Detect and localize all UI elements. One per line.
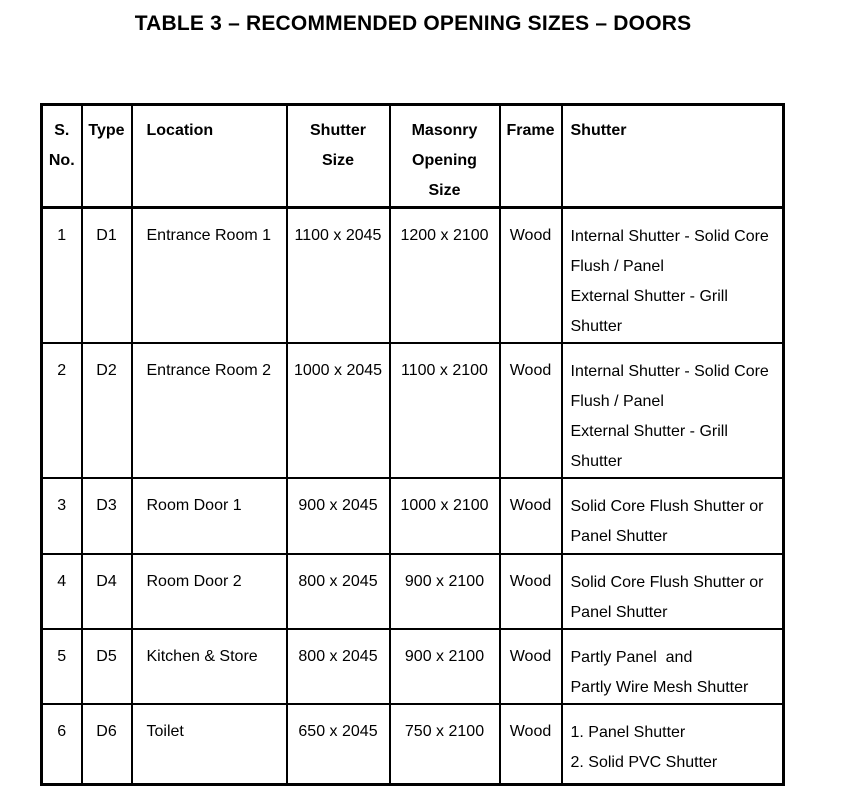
cell-frame: Wood [500,554,562,629]
cell-location: Entrance Room 2 [132,343,287,478]
cell-sno: 5 [42,629,82,704]
cell-shutter [562,478,784,554]
header-masonry-line: Size [428,182,461,199]
cell-shutter [562,343,784,478]
cell-shutter-size: 650 x 2045 [287,704,390,784]
cell-location: Kitchen & Store [132,629,287,704]
cell-masonry: 750 x 2100 [390,704,500,784]
header-frame: Frame [500,105,562,208]
cell-shutter [562,629,784,704]
cell-location: Room Door 2 [132,554,287,629]
shutter-line: External Shutter - Grill Shutter [570,423,728,470]
doors-table [40,103,785,786]
cell-sno: 4 [42,554,82,629]
cell-masonry: 1000 x 2100 [390,478,500,554]
header-shutter-size-line: Shutter [310,122,366,139]
cell-type: D1 [82,208,132,344]
header-sno [42,105,82,208]
shutter-line: Internal Shutter - Solid Core [570,363,769,380]
cell-shutter-size: 1100 x 2045 [287,208,390,344]
header-sno-line: S. [54,122,70,139]
table-row [42,704,784,784]
cell-type: D2 [82,343,132,478]
shutter-line: Solid Core Flush Shutter or [570,574,764,591]
cell-shutter [562,704,784,784]
cell-shutter-size: 1000 x 2045 [287,343,390,478]
cell-masonry: 1100 x 2100 [390,343,500,478]
header-masonry-line: Opening [412,152,477,169]
cell-frame: Wood [500,208,562,344]
cell-masonry: 1200 x 2100 [390,208,500,344]
cell-shutter-size: 800 x 2045 [287,629,390,704]
page-title: TABLE 3 – RECOMMENDED OPENING SIZES – DOORS [134,12,692,35]
header-shutter-size [287,105,390,208]
cell-masonry: 900 x 2100 [390,554,500,629]
cell-shutter-size: 800 x 2045 [287,554,390,629]
cell-shutter [562,554,784,629]
shutter-line: Panel Shutter [570,604,668,621]
cell-location: Room Door 1 [132,478,287,554]
cell-type: D3 [82,478,132,554]
cell-frame: Wood [500,343,562,478]
cell-sno: 1 [42,208,82,344]
cell-type: D5 [82,629,132,704]
header-row [42,105,784,208]
shutter-line: Flush / Panel [570,393,664,410]
table-row [42,629,784,704]
header-masonry [390,105,500,208]
cell-location: Toilet [132,704,287,784]
shutter-line: Partly Panel and [570,649,693,666]
shutter-line: 2. Solid PVC Shutter [570,754,718,771]
cell-sno: 2 [42,343,82,478]
cell-shutter-size: 900 x 2045 [287,478,390,554]
cell-sno: 6 [42,704,82,784]
cell-type: D4 [82,554,132,629]
table-row [42,554,784,629]
cell-frame: Wood [500,629,562,704]
cell-location: Entrance Room 1 [132,208,287,344]
shutter-line: Partly Wire Mesh Shutter [570,679,749,696]
header-type: Type [82,105,132,208]
header-masonry-line: Masonry [411,122,478,139]
header-sno-line: No. [48,152,75,169]
header-shutter-size-line: Size [321,152,354,169]
cell-sno: 3 [42,478,82,554]
shutter-line: 1. Panel Shutter [570,724,686,741]
table-row [42,343,784,478]
shutter-line: Panel Shutter [570,528,668,545]
header-shutter: Shutter [562,105,784,208]
cell-frame: Wood [500,478,562,554]
cell-frame: Wood [500,704,562,784]
cell-shutter [562,208,784,344]
shutter-line: External Shutter - Grill Shutter [570,288,728,335]
shutter-line: Flush / Panel [570,258,664,275]
cell-masonry: 900 x 2100 [390,629,500,704]
header-location: Location [132,105,287,208]
cell-type: D6 [82,704,132,784]
table-row [42,478,784,554]
shutter-line: Internal Shutter - Solid Core [570,228,769,245]
table-row [42,208,784,344]
shutter-line: Solid Core Flush Shutter or [570,498,764,515]
